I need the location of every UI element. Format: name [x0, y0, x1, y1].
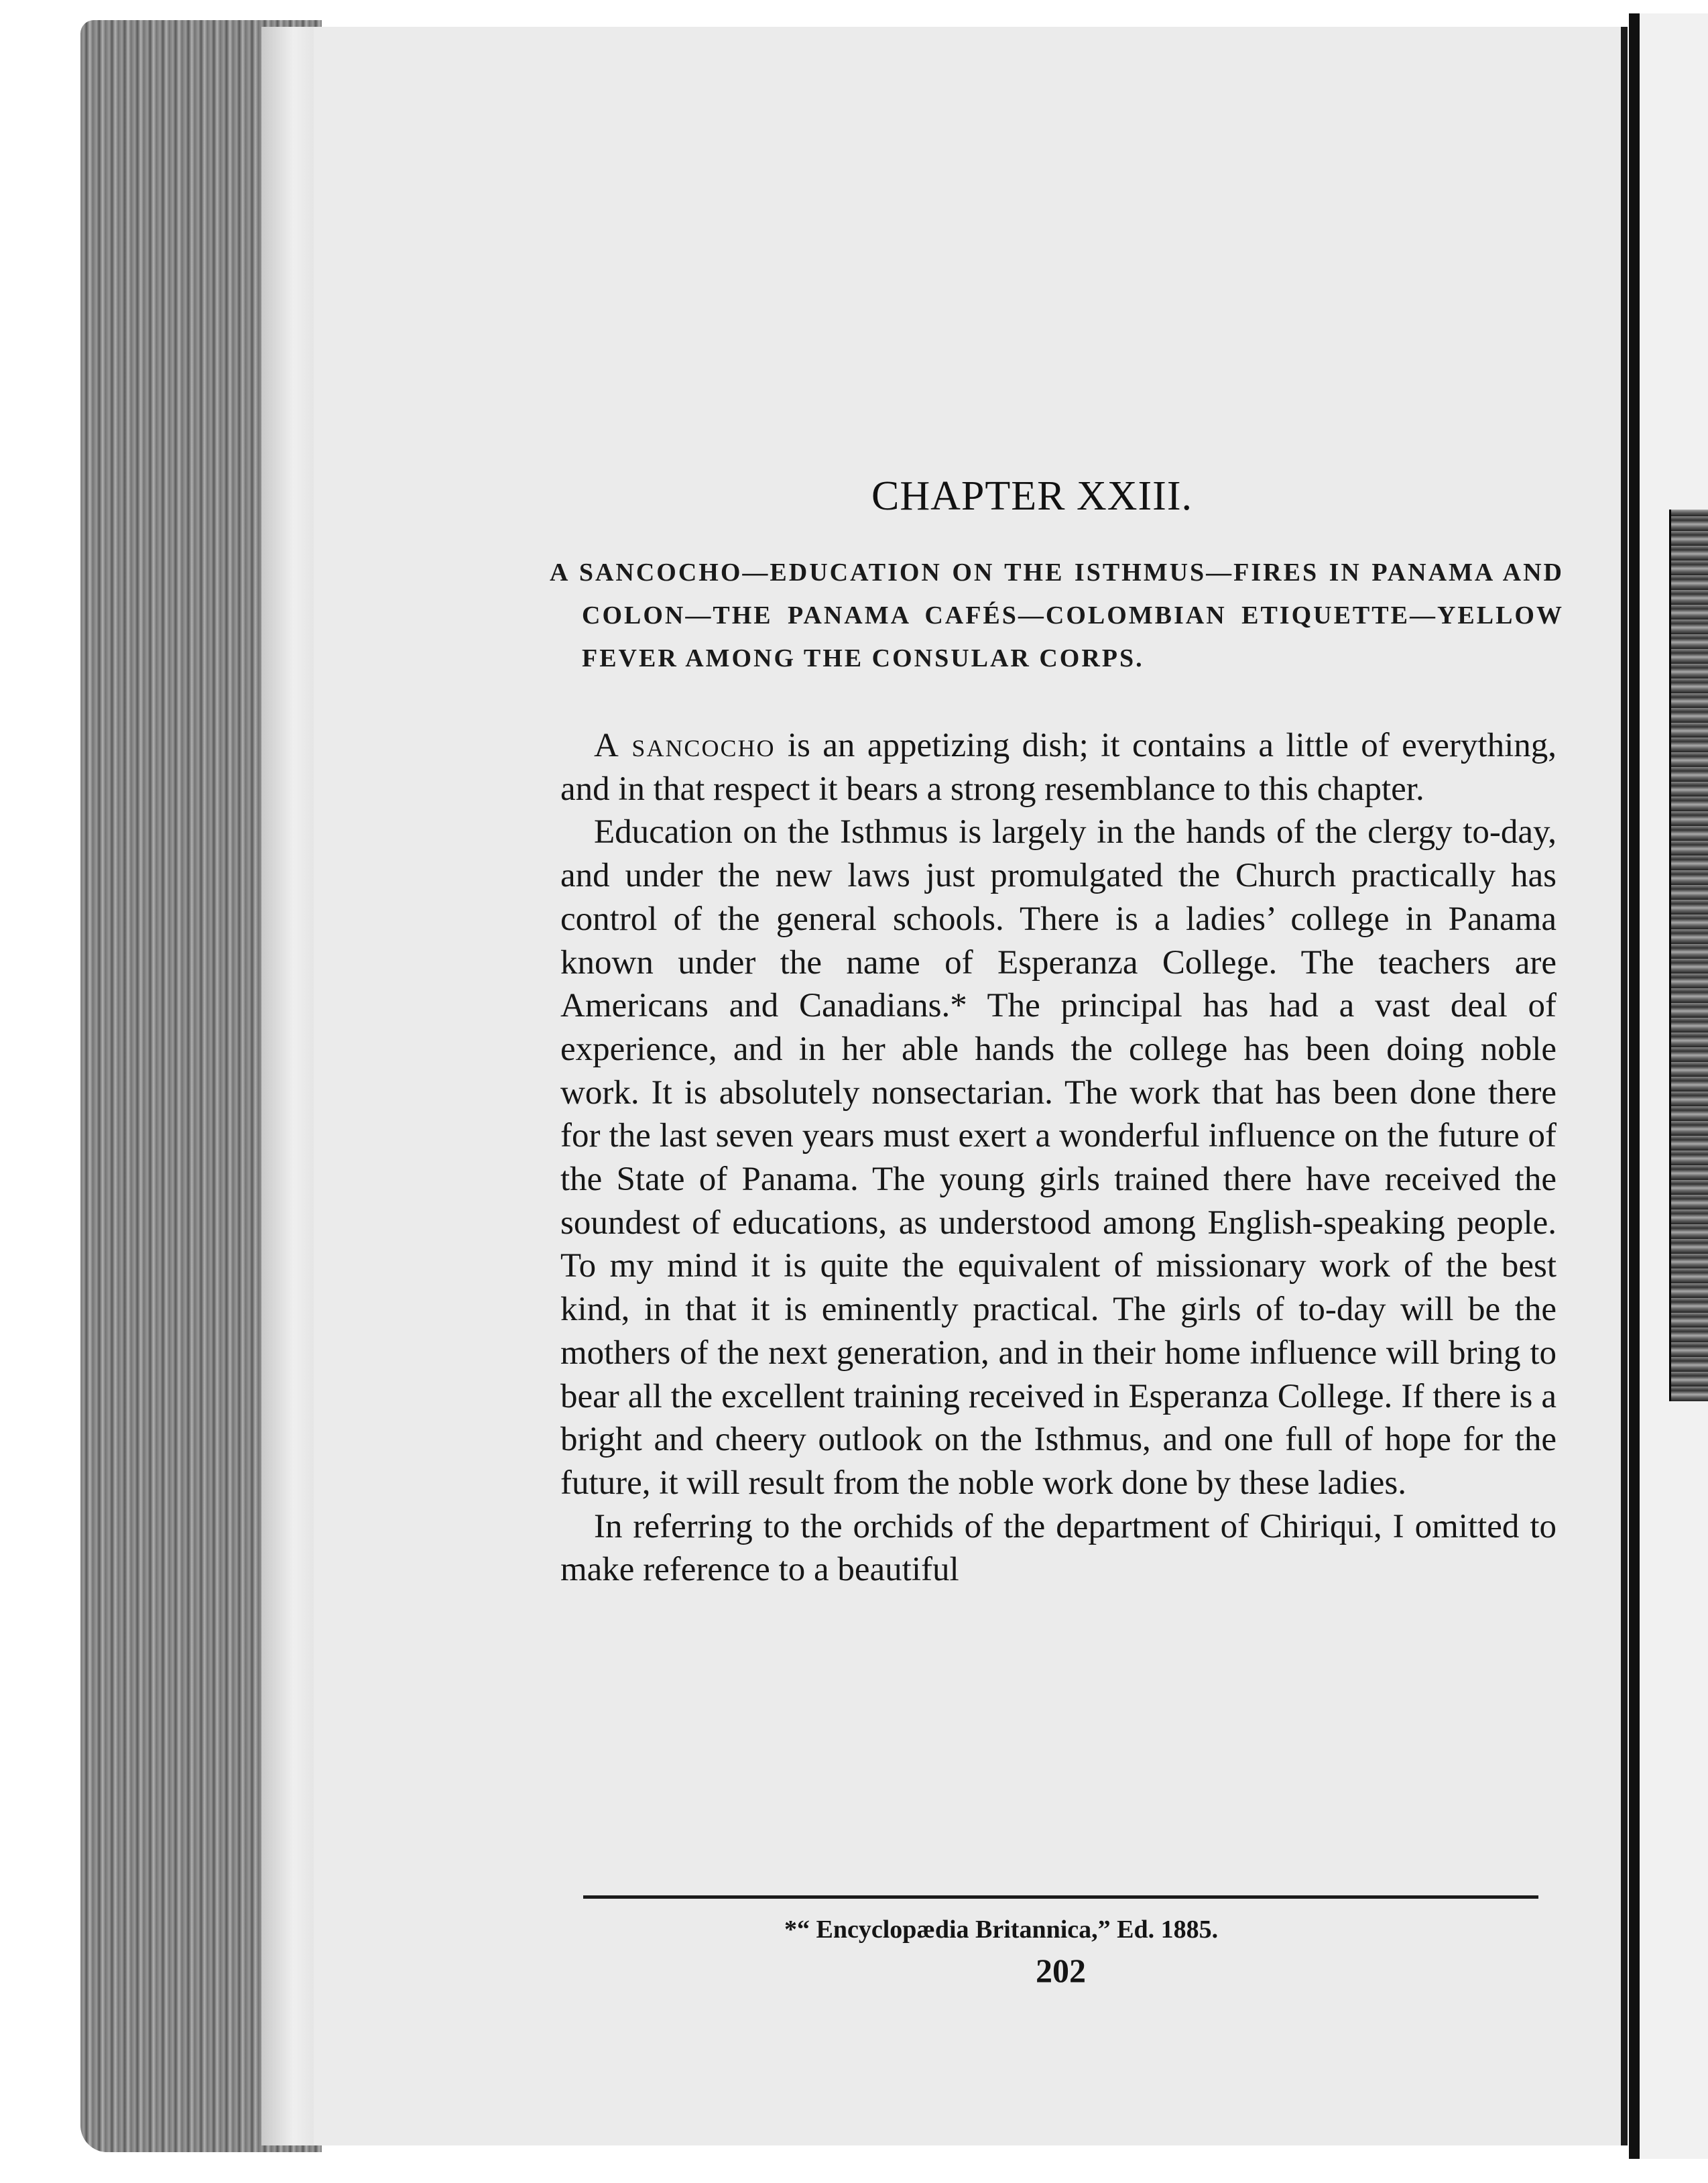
paragraph-1-text: is an appetizing dish; it contains a little of everything, and in that respect it bears a strong resemblance to this chapter.	[560, 727, 1557, 808]
footnote: *“ Encyclopædia Britannica,” Ed. 1885.	[784, 1915, 1219, 1944]
book-page-edge-highlight	[261, 27, 315, 2145]
page-number: 202	[1036, 1952, 1086, 1989]
paragraph-3: In referring to the orchids of the department of Chiriqui, I omitted to make reference to a beautiful	[560, 1507, 1557, 1589]
footnote-rule	[583, 1895, 1538, 1899]
chapter-title: CHAPTER XXIII.	[871, 473, 1193, 519]
paragraph-1	[560, 724, 1557, 811]
chapter-summary: A SANCOCHO—EDUCATION ON THE ISTHMUS—FIRES IN PANAMA AND COLON—THE PANAMA CAFÉS—COLOMBIAN ETIQUETTE—YELLOW FEVER AMONG THE CONSULAR CORPS.	[550, 558, 1564, 672]
body-text	[560, 724, 1557, 1592]
facing-page-illustration	[1669, 510, 1708, 1401]
paragraph-2: Education on the Isthmus is largely in the hands of the clergy to-day, and under the new laws just promulgated the Church practically has control of the general schools. There is a ladies’ college in Panama known under the name of Esperanza College. The teachers are Americans and Canadians.* The principal has had a vast deal of experience, and in her able hands the college has been doing noble work. It is absolutely nonsectarian. The work that has been done there for the last seven years must exert a wonderful influence on the future of the State of Panama. The young girls trained there have received the soundest of educations, as understood among English-speaking people. To my mind it is quite the equivalent of missionary work of the best kind, in that it is eminently practical. The girls of to-day will be the mothers of the next generation, and in their home influence will bring to bear all the excellent training received in Esperanza College. If there is a bright and cheery outlook on the Isthmus, and one full of hope for the future, it will result from the noble work done by these ladies.	[560, 813, 1557, 1502]
paragraph-1-lead: A sancocho	[594, 727, 776, 764]
